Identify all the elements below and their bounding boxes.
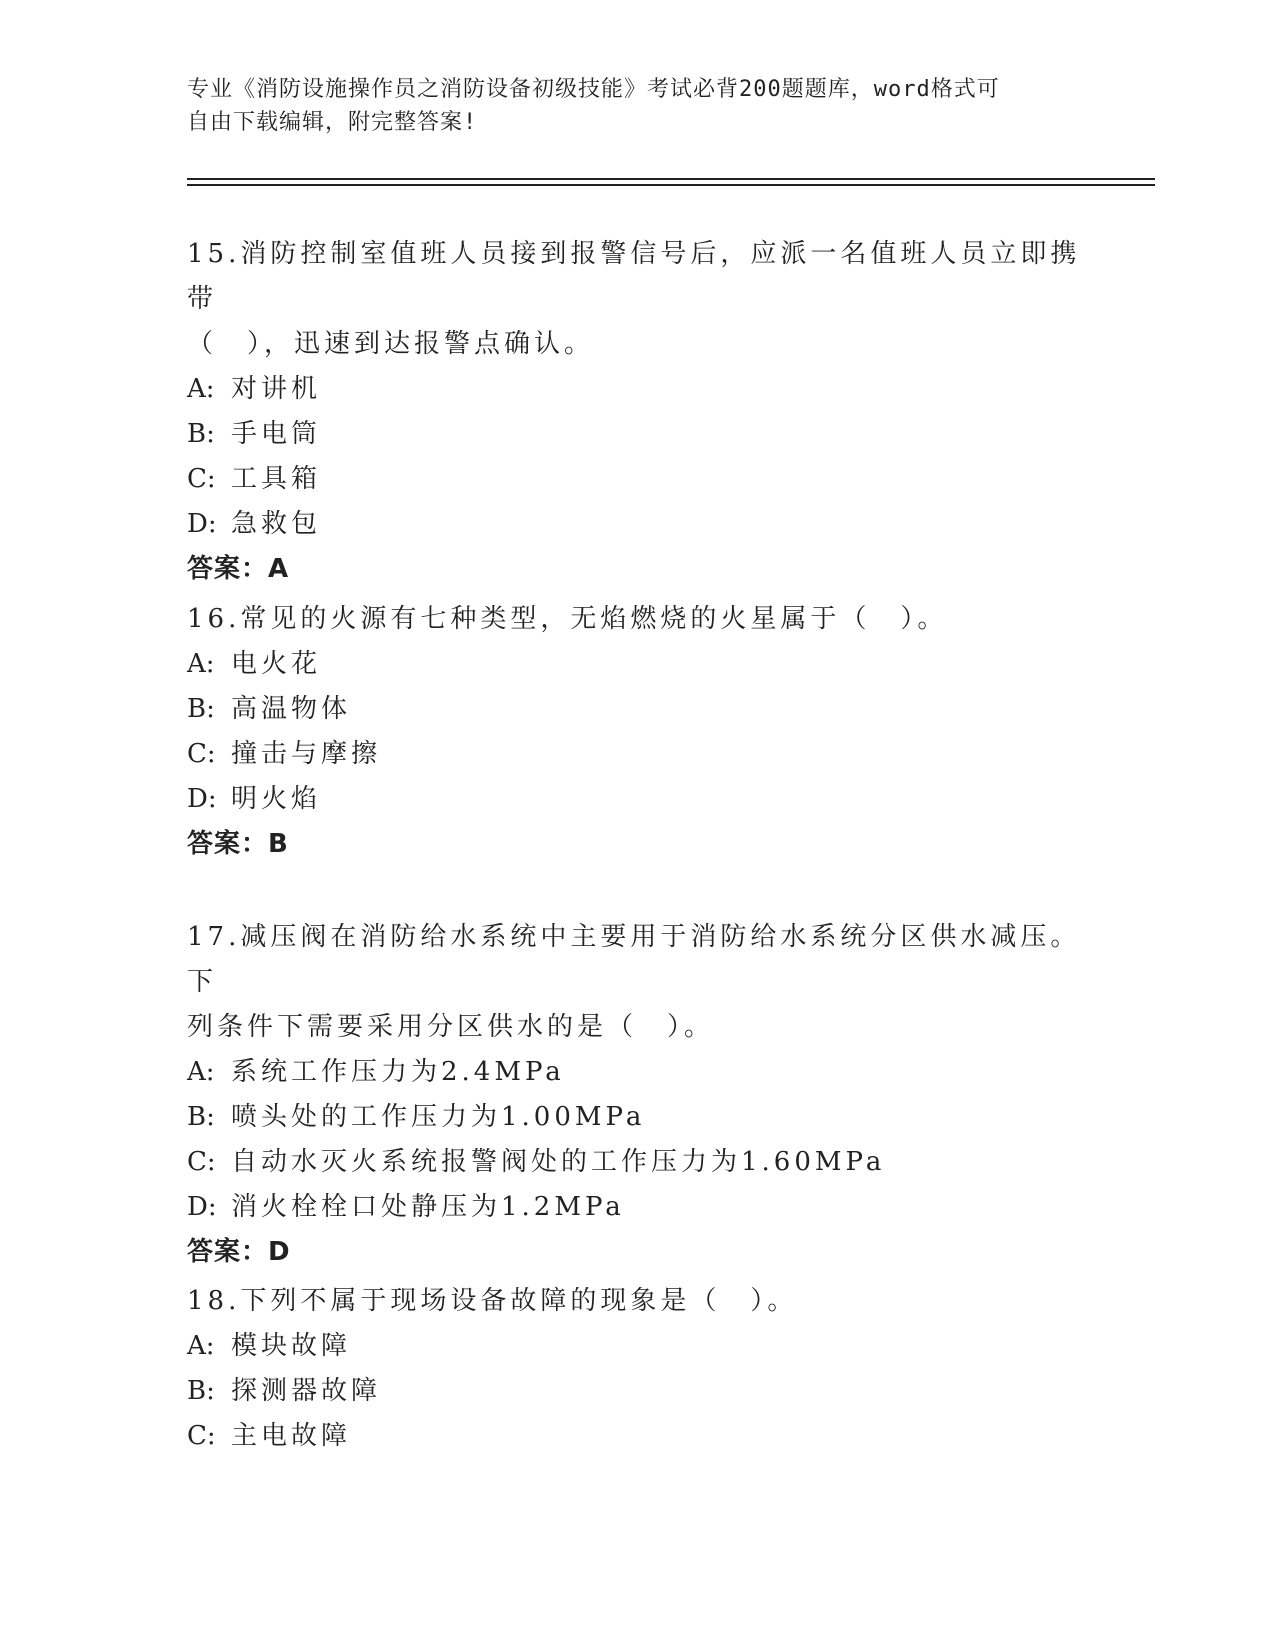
question-text-line: 17.减压阀在消防给水系统中主要用于消防给水系统分区供水减压。下: [187, 922, 1081, 997]
header-line-2: 自由下载编辑，附完整答案!: [187, 110, 478, 135]
option-text: 模块故障: [231, 1331, 352, 1361]
option-d: [187, 777, 1087, 822]
option-key: B:: [187, 1102, 215, 1132]
document-header: [187, 73, 1067, 139]
header-divider-top: [187, 178, 1155, 180]
option-a: [187, 1050, 1087, 1095]
option-text: 自动水灭火系统报警阀处的工作压力为1.60MPa: [231, 1147, 886, 1177]
answer-line: 答案：B: [187, 829, 289, 859]
option-b: [187, 412, 1087, 457]
question-16: [187, 597, 1087, 867]
answer-line: 答案：D: [187, 1237, 291, 1267]
answer-line: 答案：A: [187, 554, 290, 584]
option-key: B:: [187, 1376, 215, 1406]
option-d: [187, 502, 1087, 547]
question-15: [187, 232, 1087, 592]
option-b: [187, 687, 1087, 732]
option-key: C:: [187, 1147, 216, 1177]
option-text: 工具箱: [231, 464, 322, 494]
option-c: [187, 1414, 1087, 1459]
option-text: 急救包: [231, 509, 322, 539]
question-18: [187, 1279, 1087, 1459]
option-key: D:: [187, 1192, 217, 1222]
option-key: A:: [187, 1331, 215, 1361]
option-text: 撞击与摩擦: [231, 739, 382, 769]
option-text: 对讲机: [231, 374, 322, 404]
question-text-line: （ ），迅速到达报警点确认。: [187, 329, 595, 359]
option-key: A:: [187, 1057, 215, 1087]
option-key: A:: [187, 374, 215, 404]
header-divider-bottom: [187, 184, 1155, 186]
option-a: [187, 642, 1087, 687]
option-b: [187, 1369, 1087, 1414]
option-text: 系统工作压力为2.4MPa: [231, 1057, 565, 1087]
option-key: C:: [187, 1421, 216, 1451]
option-text: 电火花: [231, 649, 322, 679]
option-key: D:: [187, 509, 217, 539]
option-key: B:: [187, 694, 215, 724]
option-text: 主电故障: [231, 1421, 352, 1451]
option-a: [187, 367, 1087, 412]
option-key: C:: [187, 464, 216, 494]
question-text-line: 列条件下需要采用分区供水的是（ ）。: [187, 1012, 715, 1042]
option-key: B:: [187, 419, 215, 449]
option-c: [187, 732, 1087, 777]
question-17: [187, 915, 1087, 1275]
option-key: A:: [187, 649, 215, 679]
option-text: 消火栓栓口处静压为1.2MPa: [231, 1192, 625, 1222]
option-text: 高温物体: [231, 694, 352, 724]
option-c: [187, 1140, 1087, 1185]
option-key: C:: [187, 739, 216, 769]
question-text-line: 15.消防控制室值班人员接到报警信号后，应派一名值班人员立即携带: [187, 239, 1081, 314]
header-line-1: 专业《消防设施操作员之消防设备初级技能》考试必背200题题库，word格式可: [187, 77, 1000, 102]
option-c: [187, 457, 1087, 502]
option-text: 探测器故障: [231, 1376, 382, 1406]
question-text-line: 18.下列不属于现场设备故障的现象是（ ）。: [187, 1286, 798, 1316]
option-a: [187, 1324, 1087, 1369]
option-text: 手电筒: [231, 419, 322, 449]
option-b: [187, 1095, 1087, 1140]
option-text: 喷头处的工作压力为1.00MPa: [231, 1102, 646, 1132]
question-text-line: 16.常见的火源有七种类型，无焰燃烧的火星属于（ ）。: [187, 604, 948, 634]
option-d: [187, 1185, 1087, 1230]
option-text: 明火焰: [231, 784, 322, 814]
option-key: D:: [187, 784, 217, 814]
